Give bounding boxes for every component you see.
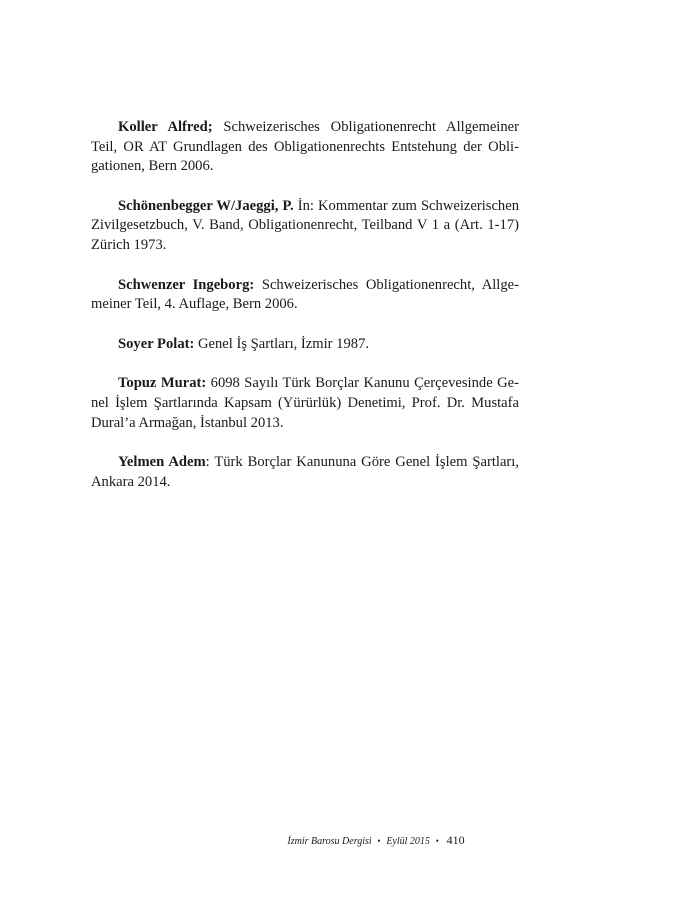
reference-text: 6098 Sayılı Türk Borçlar Kanunu Çerçevesinde Genel İşlem Şartlarında Kapsam (Yürürlük) Denetimi, Prof. Dr. Mustafa Dural’a Armağan, İstanbul 2013.	[91, 375, 519, 431]
reference-text: Genel İş Şartları, İzmir 1987.	[194, 335, 370, 352]
reference-entry	[91, 453, 519, 492]
reference-author: Koller Alfred;	[118, 119, 213, 135]
reference-text: İn: Kommentar zum Schweizerischen Zivilgesetzbuch, V. Band, Obligationenrecht, Teilband V 1 a (Art. 1-17) Zürich 1973.	[91, 197, 519, 253]
page-footer	[0, 832, 700, 850]
reference-entry	[91, 276, 519, 315]
reference-author: Topuz Murat:	[118, 375, 207, 392]
reference-list	[91, 118, 519, 512]
footer-issue-date: Eylül 2015	[386, 836, 430, 847]
reference-text: Schweizerisches Obligationenrecht Allgemeiner Teil, OR AT Grundlagen des Obligationenrechts Entstehung der Obligationen, Bern 2006.	[91, 119, 519, 175]
reference-author: Yelmen Adem	[118, 454, 206, 471]
footer-separator: •	[377, 836, 381, 846]
reference-entry	[91, 118, 519, 177]
reference-text: : Türk Borçlar Kanununa Göre Genel İşlem Şartları, Ankara 2014.	[91, 454, 519, 490]
reference-author: Schönenbegger W/Jaeggi, P.	[118, 197, 294, 214]
reference-author: Soyer Polat:	[118, 335, 195, 352]
reference-entry	[91, 374, 519, 433]
reference-entry	[91, 335, 519, 355]
reference-entry	[91, 197, 519, 256]
page-number: 410	[446, 833, 465, 847]
reference-text: Schweizerisches Obligationenrecht, Allgemeiner Teil, 4. Auflage, Bern 2006.	[91, 276, 519, 313]
reference-author: Schwenzer Ingeborg:	[118, 276, 255, 293]
footer-separator: •	[435, 836, 439, 846]
footer-journal-name: İzmir Barosu Dergisi	[287, 836, 372, 847]
